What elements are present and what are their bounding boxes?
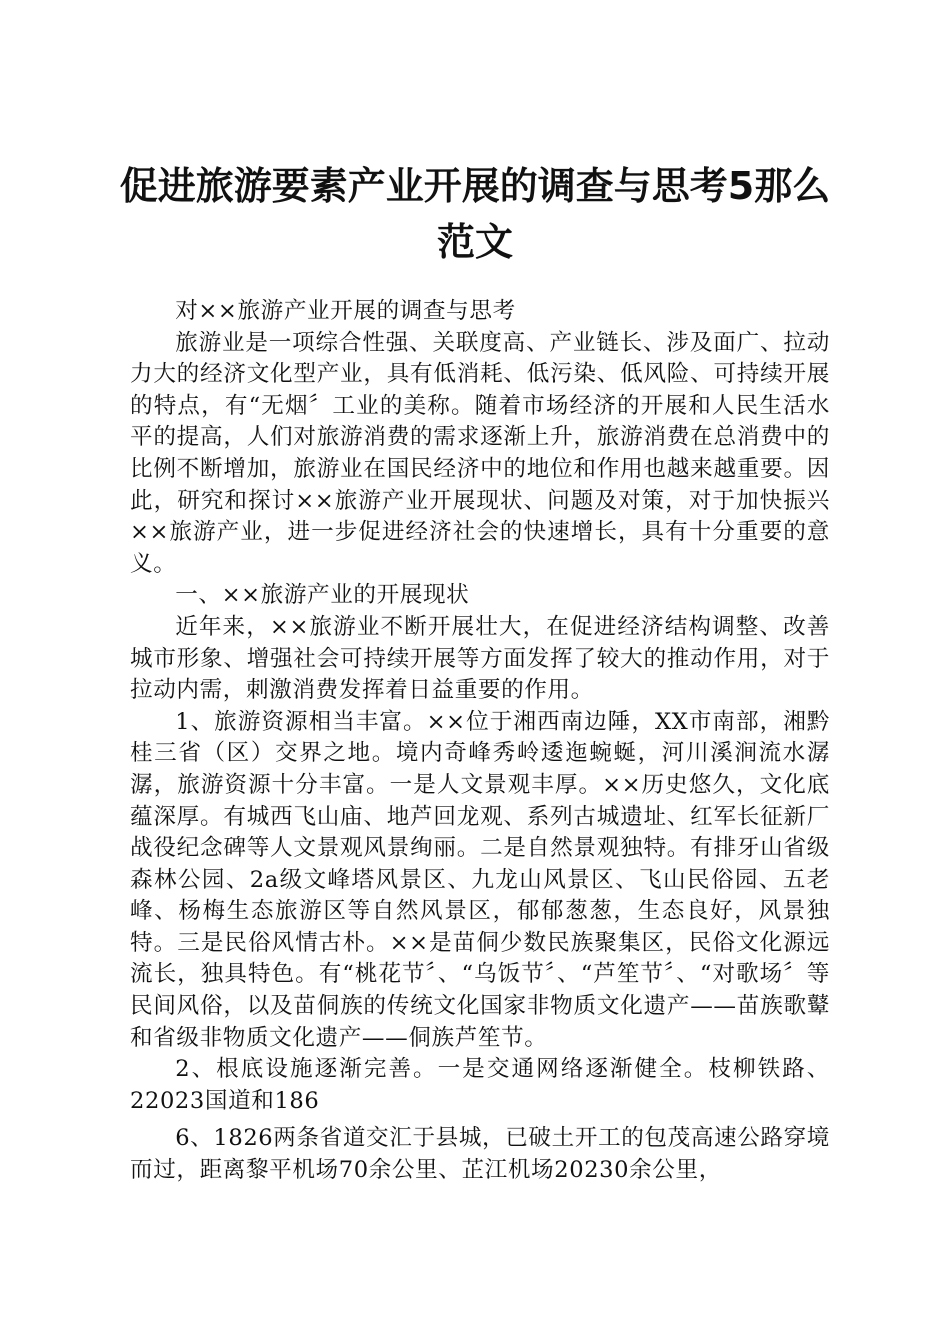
paragraph-recent-development: 近年来，××旅游业不断开展壮大，在促进经济结构调整、改善城市形象、增强社会可持续开展等方面发挥了较大的推动作用，对于拉动内需，刺激消费发挥着日益重要的作用。 bbox=[130, 613, 830, 704]
paragraph-intro: 旅游业是一项综合性强、关联度高、产业链长、涉及面广、拉动力大的经济文化型产业，具有低消耗、低污染、低风险、可持续开展的特点，有“无烟〞工业的美称。随着市场经济的开展和人民生活水平的提高，人们对旅游消费的需求逐渐上升，旅游消费在总消费中的比例不断增加，旅游业在国民经济中的地位和作用也越来越重要。因此，研究和探讨××旅游产业开展现状、问题及对策，对于加快振兴××旅游产业，进一步促进经济社会的快速增长，具有十分重要的意义。 bbox=[130, 329, 830, 577]
paragraph-tourism-resources: 1、旅游资源相当丰富。××位于湘西南边陲，XX市南部，湘黔桂三省（区）交界之地。境内奇峰秀岭逶迤蜿蜒，河川溪涧流水潺潺，旅游资源十分丰富。一是人文景观丰厚。××历史悠久，文化底蕴深厚。有城西飞山庙、地芦回龙观、系列古城遗址、红军长征新厂战役纪念碑等人文景观风景绚丽。二是自然景观独特。有排牙山省级森林公园、2a级文峰塔风景区、九龙山风景区、飞山民俗园、五老峰、杨梅生态旅游区等自然风景区，郁郁葱葱，生态良好，风景独特。三是民俗风情古朴。××是苗侗少数民族聚集区，民俗文化源远流长，独具特色。有“桃花节〞、“乌饭节〞、“芦笙节〞、“对歌场〞等民间风俗，以及苗侗族的传统文化国家非物质文化遗产——苗族歌鼙和省级非物质文化遗产——侗族芦笙节。 bbox=[130, 708, 830, 1051]
paragraph-subtitle: 对××旅游产业开展的调查与思考 bbox=[175, 298, 516, 324]
section-heading-status: 一、××旅游产业的开展现状 bbox=[175, 582, 470, 609]
paragraph-roads: 6、1826两条省道交汇于县城，已破土开工的包茂高速公路穿境而过，距离黎平机场70余公里、芷江机场20230余公里， bbox=[130, 1125, 830, 1184]
paragraph-infrastructure: 2、根底设施逐渐完善。一是交通网络逐渐健全。枝柳铁路、22023国道和186 bbox=[130, 1056, 830, 1114]
document-title: 促进旅游要素产业开展的调查与思考5那么范文 bbox=[119, 164, 831, 264]
document-body bbox=[130, 296, 830, 1187]
